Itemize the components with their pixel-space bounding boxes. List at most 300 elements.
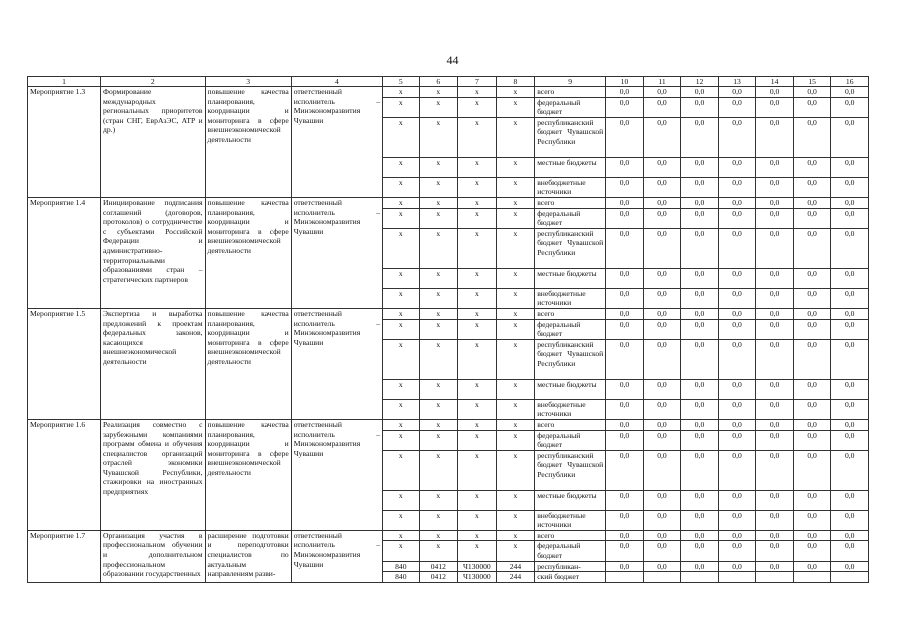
activity-name: Инициирование подписания соглашений (договоров, протоколов) о сотрудничестве с субъектами Российской Федерации и административно-территориальными образованиями стран – стратегических партнеров bbox=[101, 197, 205, 308]
amount-cell: 0,0 bbox=[756, 561, 794, 572]
amount-cell: 0,0 bbox=[756, 228, 794, 268]
amount-cell: 0,0 bbox=[681, 208, 719, 228]
amount-cell: 0,0 bbox=[793, 208, 831, 228]
amount-cell: 0,0 bbox=[756, 117, 794, 157]
budget-code-cell: x bbox=[496, 208, 535, 228]
budget-code-cell: x bbox=[458, 319, 497, 339]
funding-source: республиканский бюджет Чувашской Республики bbox=[535, 450, 606, 490]
amount-cell: 0,0 bbox=[831, 288, 869, 308]
budget-code-cell: x bbox=[458, 157, 497, 177]
amount-cell: 0,0 bbox=[606, 490, 644, 510]
amount-cell: 0,0 bbox=[756, 379, 794, 399]
budget-code-cell: x bbox=[458, 490, 497, 510]
funding-source: ский бюджет bbox=[535, 572, 606, 583]
amount-cell: 0,0 bbox=[643, 541, 681, 561]
amount-cell: 0,0 bbox=[793, 450, 831, 490]
budget-code-cell: x bbox=[458, 288, 497, 308]
activity-executor: ответственный исполнитель – Минэкономразвития Чувашии bbox=[291, 419, 382, 530]
budget-code-cell: 0412 bbox=[419, 561, 458, 572]
budget-code-cell: x bbox=[419, 288, 458, 308]
amount-cell: 0,0 bbox=[643, 530, 681, 541]
budget-code-cell: x bbox=[458, 308, 497, 319]
column-number-13: 13 bbox=[718, 77, 756, 87]
budget-code-cell: 840 bbox=[383, 561, 420, 572]
budget-code-cell: x bbox=[419, 268, 458, 288]
amount-cell: 0,0 bbox=[606, 510, 644, 530]
amount-cell: 0,0 bbox=[756, 268, 794, 288]
amount-cell: 0,0 bbox=[793, 308, 831, 319]
amount-cell: 0,0 bbox=[718, 308, 756, 319]
budget-code-cell: x bbox=[419, 450, 458, 490]
amount-cell: 0,0 bbox=[718, 97, 756, 117]
budget-code-cell: x bbox=[458, 339, 497, 379]
amount-cell: 0,0 bbox=[643, 419, 681, 430]
budget-code-cell: x bbox=[419, 541, 458, 561]
budget-code-cell: x bbox=[383, 268, 420, 288]
amount-cell: 0,0 bbox=[606, 208, 644, 228]
amount-cell: 0,0 bbox=[831, 87, 869, 98]
budget-code-cell: x bbox=[383, 319, 420, 339]
table-row bbox=[28, 197, 869, 208]
amount-cell: 0,0 bbox=[718, 530, 756, 541]
amount-cell bbox=[718, 572, 756, 583]
amount-cell: 0,0 bbox=[718, 490, 756, 510]
amount-cell: 0,0 bbox=[718, 117, 756, 157]
amount-cell: 0,0 bbox=[793, 157, 831, 177]
amount-cell: 0,0 bbox=[681, 87, 719, 98]
amount-cell: 0,0 bbox=[756, 490, 794, 510]
budget-code-cell: x bbox=[383, 97, 420, 117]
amount-cell: 0,0 bbox=[681, 157, 719, 177]
funding-source: всего bbox=[535, 87, 606, 98]
amount-cell: 0,0 bbox=[718, 319, 756, 339]
amount-cell: 0,0 bbox=[606, 177, 644, 197]
budget-code-cell: x bbox=[458, 177, 497, 197]
amount-cell: 0,0 bbox=[643, 87, 681, 98]
column-number-3: 3 bbox=[205, 77, 291, 87]
budget-code-cell: x bbox=[458, 97, 497, 117]
budget-code-cell: x bbox=[458, 419, 497, 430]
amount-cell: 0,0 bbox=[831, 530, 869, 541]
budget-code-cell: x bbox=[496, 379, 535, 399]
budget-code-cell: 244 bbox=[496, 561, 535, 572]
column-number-1: 1 bbox=[28, 77, 101, 87]
amount-cell: 0,0 bbox=[831, 561, 869, 572]
budget-code-cell: x bbox=[419, 510, 458, 530]
budget-code-cell: Ч130000 bbox=[458, 561, 497, 572]
amount-cell: 0,0 bbox=[793, 228, 831, 268]
budget-code-cell: x bbox=[496, 430, 535, 450]
amount-cell: 0,0 bbox=[793, 339, 831, 379]
amount-cell: 0,0 bbox=[606, 379, 644, 399]
amount-cell: 0,0 bbox=[831, 490, 869, 510]
amount-cell: 0,0 bbox=[681, 268, 719, 288]
activity-goal: расширение подготовки и переподготовки специалистов по актуальным направлениям разви- bbox=[205, 530, 291, 582]
budget-code-cell: x bbox=[383, 117, 420, 157]
amount-cell: 0,0 bbox=[606, 228, 644, 268]
amount-cell: 0,0 bbox=[606, 288, 644, 308]
budget-code-cell: x bbox=[383, 288, 420, 308]
budget-code-cell: x bbox=[458, 430, 497, 450]
activity-id: Мероприятие 1.7 bbox=[28, 530, 101, 582]
budget-code-cell: x bbox=[383, 510, 420, 530]
budget-code-cell: Ч130000 bbox=[458, 572, 497, 583]
amount-cell: 0,0 bbox=[643, 450, 681, 490]
amount-cell: 0,0 bbox=[643, 379, 681, 399]
amount-cell: 0,0 bbox=[606, 339, 644, 379]
amount-cell: 0,0 bbox=[681, 339, 719, 379]
amount-cell: 0,0 bbox=[718, 399, 756, 419]
funding-source: местные бюджеты bbox=[535, 379, 606, 399]
amount-cell: 0,0 bbox=[643, 399, 681, 419]
budget-code-cell: x bbox=[496, 541, 535, 561]
amount-cell: 0,0 bbox=[643, 208, 681, 228]
budget-code-cell: x bbox=[496, 419, 535, 430]
budget-code-cell: x bbox=[496, 319, 535, 339]
amount-cell: 0,0 bbox=[793, 197, 831, 208]
amount-cell: 0,0 bbox=[643, 197, 681, 208]
budget-code-cell: x bbox=[419, 157, 458, 177]
page-number: 44 bbox=[446, 53, 459, 67]
amount-cell: 0,0 bbox=[643, 288, 681, 308]
funding-source: всего bbox=[535, 308, 606, 319]
budget-code-cell: x bbox=[419, 228, 458, 268]
budget-code-cell: x bbox=[383, 450, 420, 490]
amount-cell: 0,0 bbox=[643, 490, 681, 510]
funding-source: республиканский бюджет Чувашской Республики bbox=[535, 117, 606, 157]
amount-cell: 0,0 bbox=[718, 288, 756, 308]
budget-code-cell: x bbox=[458, 228, 497, 268]
amount-cell bbox=[831, 572, 869, 583]
amount-cell: 0,0 bbox=[643, 177, 681, 197]
budget-code-cell: 0412 bbox=[419, 572, 458, 583]
amount-cell: 0,0 bbox=[718, 510, 756, 530]
budget-code-cell: x bbox=[458, 117, 497, 157]
column-number-14: 14 bbox=[756, 77, 794, 87]
amount-cell: 0,0 bbox=[718, 339, 756, 379]
activity-id: Мероприятие 1.6 bbox=[28, 419, 101, 530]
amount-cell: 0,0 bbox=[681, 399, 719, 419]
budget-code-cell: x bbox=[496, 288, 535, 308]
table-body bbox=[28, 87, 869, 583]
amount-cell: 0,0 bbox=[831, 510, 869, 530]
budget-code-cell: x bbox=[419, 379, 458, 399]
amount-cell: 0,0 bbox=[718, 419, 756, 430]
amount-cell: 0,0 bbox=[831, 399, 869, 419]
column-number-12: 12 bbox=[681, 77, 719, 87]
amount-cell: 0,0 bbox=[831, 208, 869, 228]
amount-cell: 0,0 bbox=[681, 530, 719, 541]
funding-source: внебюджетные источники bbox=[535, 288, 606, 308]
budget-code-cell: x bbox=[458, 87, 497, 98]
amount-cell: 0,0 bbox=[681, 228, 719, 268]
budget-code-cell: x bbox=[419, 430, 458, 450]
amount-cell: 0,0 bbox=[793, 399, 831, 419]
budget-code-cell: x bbox=[419, 319, 458, 339]
funding-source: местные бюджеты bbox=[535, 157, 606, 177]
amount-cell: 0,0 bbox=[718, 197, 756, 208]
table-row bbox=[28, 308, 869, 319]
column-number-6: 6 bbox=[419, 77, 458, 87]
column-number-11: 11 bbox=[643, 77, 681, 87]
budget-code-cell: x bbox=[419, 399, 458, 419]
amount-cell bbox=[643, 572, 681, 583]
amount-cell: 0,0 bbox=[793, 87, 831, 98]
amount-cell: 0,0 bbox=[831, 450, 869, 490]
activity-goal: повышение качества планирования, координации и мониторинга в сфере внешнеэкономической деятельности bbox=[205, 419, 291, 530]
amount-cell: 0,0 bbox=[756, 197, 794, 208]
budget-code-cell: x bbox=[419, 177, 458, 197]
column-number-15: 15 bbox=[793, 77, 831, 87]
amount-cell: 0,0 bbox=[606, 157, 644, 177]
amount-cell: 0,0 bbox=[606, 430, 644, 450]
budget-code-cell: x bbox=[496, 87, 535, 98]
amount-cell: 0,0 bbox=[831, 97, 869, 117]
amount-cell: 0,0 bbox=[793, 117, 831, 157]
amount-cell: 0,0 bbox=[643, 228, 681, 268]
column-number-9: 9 bbox=[535, 77, 606, 87]
amount-cell: 0,0 bbox=[756, 419, 794, 430]
amount-cell: 0,0 bbox=[756, 157, 794, 177]
activity-id: Мероприятие 1.3 bbox=[28, 87, 101, 198]
budget-code-cell: x bbox=[496, 510, 535, 530]
budget-code-cell: x bbox=[458, 530, 497, 541]
amount-cell: 0,0 bbox=[831, 228, 869, 268]
budget-code-cell: x bbox=[496, 228, 535, 268]
budget-code-cell: x bbox=[458, 450, 497, 490]
budget-code-cell: x bbox=[496, 177, 535, 197]
budget-code-cell: x bbox=[383, 208, 420, 228]
amount-cell: 0,0 bbox=[681, 450, 719, 490]
budget-code-cell: x bbox=[496, 117, 535, 157]
amount-cell: 0,0 bbox=[606, 197, 644, 208]
funding-source: федеральный бюджет bbox=[535, 97, 606, 117]
amount-cell: 0,0 bbox=[606, 97, 644, 117]
amount-cell: 0,0 bbox=[681, 379, 719, 399]
amount-cell: 0,0 bbox=[606, 419, 644, 430]
budget-code-cell: x bbox=[419, 490, 458, 510]
budget-code-cell: x bbox=[383, 379, 420, 399]
budget-code-cell: x bbox=[383, 541, 420, 561]
budget-code-cell: x bbox=[419, 308, 458, 319]
budget-code-cell: x bbox=[496, 197, 535, 208]
activity-name: Организация участия в профессиональном обучении и дополнительном профессиональном образовании государственных bbox=[101, 530, 205, 582]
amount-cell: 0,0 bbox=[643, 319, 681, 339]
amount-cell: 0,0 bbox=[606, 268, 644, 288]
activity-goal: повышение качества планирования, координации и мониторинга в сфере внешнеэкономической деятельности bbox=[205, 308, 291, 419]
column-number-8: 8 bbox=[496, 77, 535, 87]
amount-cell: 0,0 bbox=[756, 97, 794, 117]
funding-source: республиканский бюджет Чувашской Республики bbox=[535, 339, 606, 379]
amount-cell: 0,0 bbox=[643, 561, 681, 572]
amount-cell: 0,0 bbox=[718, 208, 756, 228]
funding-source: республикан- bbox=[535, 561, 606, 572]
budget-code-cell: x bbox=[496, 268, 535, 288]
budget-code-cell: x bbox=[496, 450, 535, 490]
table-row bbox=[28, 87, 869, 98]
budget-code-cell: x bbox=[383, 197, 420, 208]
budget-code-cell: x bbox=[458, 399, 497, 419]
column-number-4: 4 bbox=[291, 77, 382, 87]
budget-code-cell: x bbox=[419, 87, 458, 98]
activity-executor: ответственный исполнитель – Минэкономразвития Чувашии bbox=[291, 308, 382, 419]
budget-code-cell: 244 bbox=[496, 572, 535, 583]
amount-cell: 0,0 bbox=[643, 339, 681, 379]
budget-code-cell: x bbox=[383, 419, 420, 430]
budget-code-cell: x bbox=[419, 97, 458, 117]
amount-cell: 0,0 bbox=[643, 430, 681, 450]
budget-code-cell: x bbox=[383, 339, 420, 379]
amount-cell: 0,0 bbox=[793, 319, 831, 339]
budget-code-cell: x bbox=[496, 339, 535, 379]
amount-cell: 0,0 bbox=[793, 541, 831, 561]
budget-code-cell: x bbox=[419, 339, 458, 379]
activity-name: Формирование международных региональных приоритетов (стран СНГ, ЕврАзЭС, АТР и др.) bbox=[101, 87, 205, 198]
amount-cell: 0,0 bbox=[643, 157, 681, 177]
amount-cell: 0,0 bbox=[831, 308, 869, 319]
amount-cell: 0,0 bbox=[718, 228, 756, 268]
amount-cell: 0,0 bbox=[606, 319, 644, 339]
amount-cell: 0,0 bbox=[793, 561, 831, 572]
funding-source: республиканский бюджет Чувашской Республики bbox=[535, 228, 606, 268]
column-number-16: 16 bbox=[831, 77, 869, 87]
budget-code-cell: x bbox=[458, 510, 497, 530]
amount-cell: 0,0 bbox=[756, 288, 794, 308]
amount-cell: 0,0 bbox=[606, 399, 644, 419]
amount-cell: 0,0 bbox=[681, 197, 719, 208]
funding-source: местные бюджеты bbox=[535, 490, 606, 510]
budget-code-cell: x bbox=[496, 530, 535, 541]
budget-code-cell: x bbox=[496, 97, 535, 117]
amount-cell: 0,0 bbox=[756, 530, 794, 541]
funding-source: всего bbox=[535, 419, 606, 430]
amount-cell: 0,0 bbox=[756, 308, 794, 319]
column-number-10: 10 bbox=[606, 77, 644, 87]
amount-cell: 0,0 bbox=[756, 87, 794, 98]
amount-cell: 0,0 bbox=[793, 490, 831, 510]
amount-cell: 0,0 bbox=[756, 430, 794, 450]
column-number-2: 2 bbox=[101, 77, 205, 87]
amount-cell: 0,0 bbox=[681, 430, 719, 450]
amount-cell: 0,0 bbox=[643, 117, 681, 157]
amount-cell: 0,0 bbox=[756, 450, 794, 490]
amount-cell: 0,0 bbox=[793, 177, 831, 197]
activity-name: Экспертиза и выработка предложений к проектам федеральных законов, касающихся внешнеэкономической деятельности bbox=[101, 308, 205, 419]
budget-code-cell: x bbox=[383, 308, 420, 319]
amount-cell: 0,0 bbox=[831, 430, 869, 450]
amount-cell: 0,0 bbox=[681, 561, 719, 572]
budget-code-cell: x bbox=[496, 308, 535, 319]
budget-code-cell: x bbox=[419, 197, 458, 208]
budget-code-cell: x bbox=[383, 228, 420, 268]
amount-cell: 0,0 bbox=[831, 541, 869, 561]
funding-source: внебюджетные источники bbox=[535, 177, 606, 197]
budget-code-cell: x bbox=[496, 157, 535, 177]
amount-cell bbox=[793, 572, 831, 583]
funding-source: федеральный бюджет bbox=[535, 541, 606, 561]
amount-cell: 0,0 bbox=[643, 308, 681, 319]
budget-code-cell: x bbox=[496, 399, 535, 419]
funding-source: всего bbox=[535, 530, 606, 541]
amount-cell: 0,0 bbox=[831, 157, 869, 177]
amount-cell: 0,0 bbox=[756, 339, 794, 379]
amount-cell: 0,0 bbox=[606, 450, 644, 490]
amount-cell: 0,0 bbox=[681, 288, 719, 308]
budget-code-cell: x bbox=[496, 490, 535, 510]
budget-code-cell: x bbox=[458, 197, 497, 208]
budget-code-cell: x bbox=[458, 541, 497, 561]
funding-source: всего bbox=[535, 197, 606, 208]
budget-code-cell: x bbox=[383, 157, 420, 177]
activity-name: Реализация совместно с зарубежными компаниями программ обмена и обучения специалистов организаций отраслей экономики Чувашской Республики, стажировки на иностранных предприятиях bbox=[101, 419, 205, 530]
amount-cell: 0,0 bbox=[643, 268, 681, 288]
amount-cell: 0,0 bbox=[831, 177, 869, 197]
amount-cell: 0,0 bbox=[793, 268, 831, 288]
funding-source: внебюджетные источники bbox=[535, 399, 606, 419]
amount-cell: 0,0 bbox=[831, 197, 869, 208]
amount-cell: 0,0 bbox=[756, 177, 794, 197]
amount-cell: 0,0 bbox=[681, 117, 719, 157]
activity-id: Мероприятие 1.4 bbox=[28, 197, 101, 308]
funding-source: федеральный бюджет bbox=[535, 319, 606, 339]
amount-cell: 0,0 bbox=[793, 430, 831, 450]
amount-cell: 0,0 bbox=[606, 308, 644, 319]
budget-allocation-table bbox=[27, 76, 869, 583]
amount-cell: 0,0 bbox=[718, 87, 756, 98]
amount-cell bbox=[606, 572, 644, 583]
amount-cell: 0,0 bbox=[718, 379, 756, 399]
amount-cell: 0,0 bbox=[793, 510, 831, 530]
activity-goal: повышение качества планирования, координации и мониторинга в сфере внешнеэкономической деятельности bbox=[205, 197, 291, 308]
activity-executor: ответственный исполнитель – Минэкономразвития Чувашии bbox=[291, 530, 382, 582]
budget-code-cell: x bbox=[383, 399, 420, 419]
amount-cell: 0,0 bbox=[793, 419, 831, 430]
budget-code-cell: x bbox=[383, 530, 420, 541]
amount-cell bbox=[681, 572, 719, 583]
amount-cell: 0,0 bbox=[793, 379, 831, 399]
amount-cell: 0,0 bbox=[756, 319, 794, 339]
amount-cell: 0,0 bbox=[681, 490, 719, 510]
table-row bbox=[28, 530, 869, 541]
amount-cell: 0,0 bbox=[681, 541, 719, 561]
column-number-5: 5 bbox=[383, 77, 420, 87]
amount-cell: 0,0 bbox=[606, 561, 644, 572]
activity-executor: ответственный исполнитель – Минэкономразвития Чувашии bbox=[291, 197, 382, 308]
amount-cell: 0,0 bbox=[718, 541, 756, 561]
amount-cell: 0,0 bbox=[793, 530, 831, 541]
amount-cell: 0,0 bbox=[831, 319, 869, 339]
amount-cell: 0,0 bbox=[681, 177, 719, 197]
funding-source: федеральный бюджет bbox=[535, 208, 606, 228]
amount-cell: 0,0 bbox=[756, 510, 794, 530]
amount-cell: 0,0 bbox=[606, 541, 644, 561]
amount-cell: 0,0 bbox=[831, 379, 869, 399]
budget-code-cell: x bbox=[458, 379, 497, 399]
budget-code-cell: x bbox=[458, 268, 497, 288]
amount-cell: 0,0 bbox=[831, 268, 869, 288]
amount-cell: 0,0 bbox=[643, 97, 681, 117]
amount-cell: 0,0 bbox=[718, 561, 756, 572]
budget-code-cell: 840 bbox=[383, 572, 420, 583]
amount-cell: 0,0 bbox=[793, 97, 831, 117]
funding-source: местные бюджеты bbox=[535, 268, 606, 288]
amount-cell: 0,0 bbox=[681, 308, 719, 319]
column-number-row bbox=[28, 77, 869, 87]
amount-cell: 0,0 bbox=[718, 450, 756, 490]
budget-code-cell: x bbox=[419, 208, 458, 228]
amount-cell: 0,0 bbox=[756, 541, 794, 561]
budget-code-cell: x bbox=[383, 177, 420, 197]
